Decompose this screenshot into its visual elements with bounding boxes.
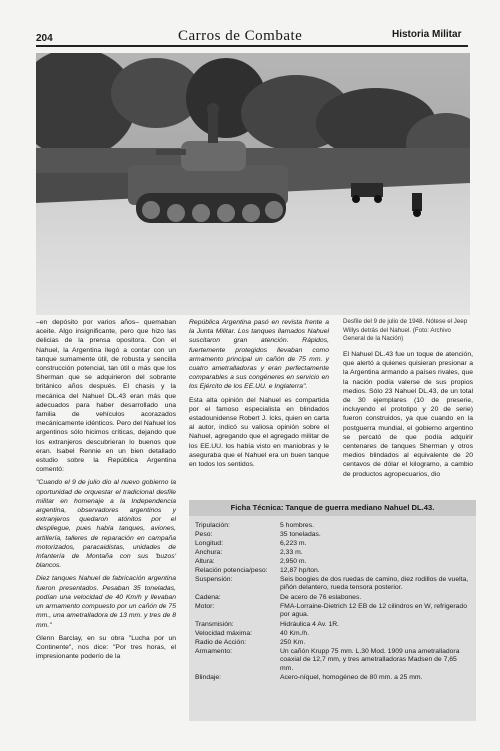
tech-label: Altura: (195, 558, 215, 565)
tech-value: FMA-Lorraine-Dietrich 12 EB de 12 cilindros en W, refrigerado por agua. (280, 603, 467, 619)
tech-value: 5 hombres. (280, 522, 315, 529)
tech-value: Un cañón Krupp 75 mm. L.30 Mod. 1909 una ametralladora coaxial de 12,7 mm, y tres ametralladoras Madsen de 7,65 mm. (280, 648, 460, 672)
section-title: Historia Militar (392, 29, 462, 40)
tech-label: Radio de Acción: (195, 639, 247, 646)
tech-label: Armamento: (195, 648, 233, 655)
technical-sheet (189, 500, 476, 721)
tech-value: 250 Km. (280, 639, 306, 646)
tech-value: 6,223 m. (280, 540, 307, 547)
tech-label: Peso: (195, 531, 213, 538)
tech-value: De acero de 76 eslabones. (280, 594, 362, 601)
text-column-3 (343, 350, 473, 483)
paragraph: El Nahuel DL.43 fue un toque de atención, que alertó a quienes quisieran presionar a la Argentina armando a países rivales, que la nación podía valerse de sus propios medios. Sólo 23 Nahuel DL.43, de un total de 30 ejemplares (10 de preserie, incluyendo el prototipo y 20 de serie) fueron construidos, ya que cuando en la postguerra mundial, el gobierno argentino se percató de que podía adquirir centenares de tanques Sherman y otros medios blindados al equivalente de 20 centavos de dólar el kilogramo, a cambio de productos agropecuarios, dio (343, 351, 473, 478)
tech-label: Tripulación: (195, 522, 230, 529)
text-column-1 (36, 318, 176, 665)
paragraph: Esta alta opinión del Nahuel es compartida por el famoso especialista en blindados estadounidense Robert J. Icks, quien en carta al autor, indicó su valiosa opinión sobre el Nahuel, agregando que el agregado militar de los EE.UU. los había visto en maniobras y le aseguraba que el Nahuel era un buen tanque en todos los sentidos. (189, 396, 329, 469)
tech-label: Longitud: (195, 540, 223, 547)
tech-label: Blindaje: (195, 674, 222, 681)
tech-label: Relación potencia/peso: (195, 567, 268, 574)
quote: "Cuando el 9 de julio dio al nuevo gobierno la oportunidad de orquestar el tradicional desfile militar en homenaje a la Independencia argentina, observadores argentinos y extranjeros quedaron atónitos por el despliegue, pues había tanques, aviones, artillería, talleres de reparación en campaña motorizados, paracaidistas, unidades de Infantería de Montaña con sus 'buzos' blancos. (36, 479, 176, 570)
tech-value: 2,33 m. (280, 549, 303, 556)
quote: Diez tanques Nahuel de fabricación argentina fueron presentados. Pesaban 35 toneladas, podían una velocidad de 40 Km/h y llevaban un armamento compuesto por un cañón de 75 mm., una ametralladora de 13 mm. y tres de 8 mm." (36, 575, 176, 629)
tech-value: 2,950 m. (280, 558, 307, 565)
parade-photo (36, 53, 470, 315)
tech-label: Suspensión: (195, 576, 233, 583)
tech-value: 35 toneladas. (280, 531, 321, 538)
paragraph: Glenn Barclay, en su obra "Lucha por un Continente", nos dice: "Por tres horas, el impresionante poderío de la (36, 634, 176, 661)
technical-sheet-title: Ficha Técnica: Tanque de guerra mediano Nahuel DL.43. (189, 500, 476, 516)
tech-value: Seis boogies de dos ruedas de camino, diez rodillos de vuelta, piñón delantero, rueda tensora posterior. (280, 576, 469, 592)
tech-label: Motor: (195, 603, 215, 610)
text-column-2 (189, 318, 329, 473)
tech-value: 40 Km./h. (280, 630, 310, 637)
tank-parade-image (36, 53, 470, 315)
header-rule (36, 45, 468, 47)
tech-value: Hidráulica 4 Av. 1R. (280, 621, 340, 628)
tech-value: 12,87 hp/ton. (280, 567, 320, 574)
photo-caption: Desfile del 9 de julio de 1948. Nótese el Jeep Willys detrás del Nahuel. (Foto: Archivo General de la Nación) (343, 318, 468, 342)
tech-label: Velocidad máxima: (195, 630, 253, 637)
quote: República Argentina pasó en revista frente a la Junta Militar. Los tanques llamados Nahuel suscitaron gran atención. Rápidos, fuertemente protegidos llevaban como armamento principal un cañón de 75 mm. y cuatro ametralladoras y eran perfectamente comparables a sus congéneres en servicio en los Ejército de los EE.UU. e Inglaterra". (189, 319, 329, 391)
paragraph: –en depósito por varios años– quemaban aceite. Algo insignificante, pero que hizo las delicias de la prensa opositora. Con el Nahuel, la Argentina llegó a contar con un tanque sumamente útil, de robusta y sencilla construcción potencial, tan útil o más que los Sherman que se adquirieron del sobrante británico años después. El chasis y la mecánica del Nahuel DL.43 eran más que adecuados para haber desarrollado una familia de vehículos acorazados mecánicamente idénticos. Pero del Nahuel los argentinos sólo hicimos críticas, dejando que los extranjeros descubrieran lo buenos que eran. Isabel Rennie en un bien detallado estudio sobre la República Argentina comentó: (36, 319, 176, 474)
tech-label: Cadena: (195, 594, 221, 601)
tech-label: Anchura: (195, 549, 223, 556)
page-number: 204 (36, 33, 53, 44)
page-header-title: Carros de Combate (178, 28, 303, 44)
tech-label: Transmisión: (195, 621, 234, 628)
tech-value: Acero-níquel, homogéneo de 80 mm. a 25 mm. (280, 674, 423, 681)
